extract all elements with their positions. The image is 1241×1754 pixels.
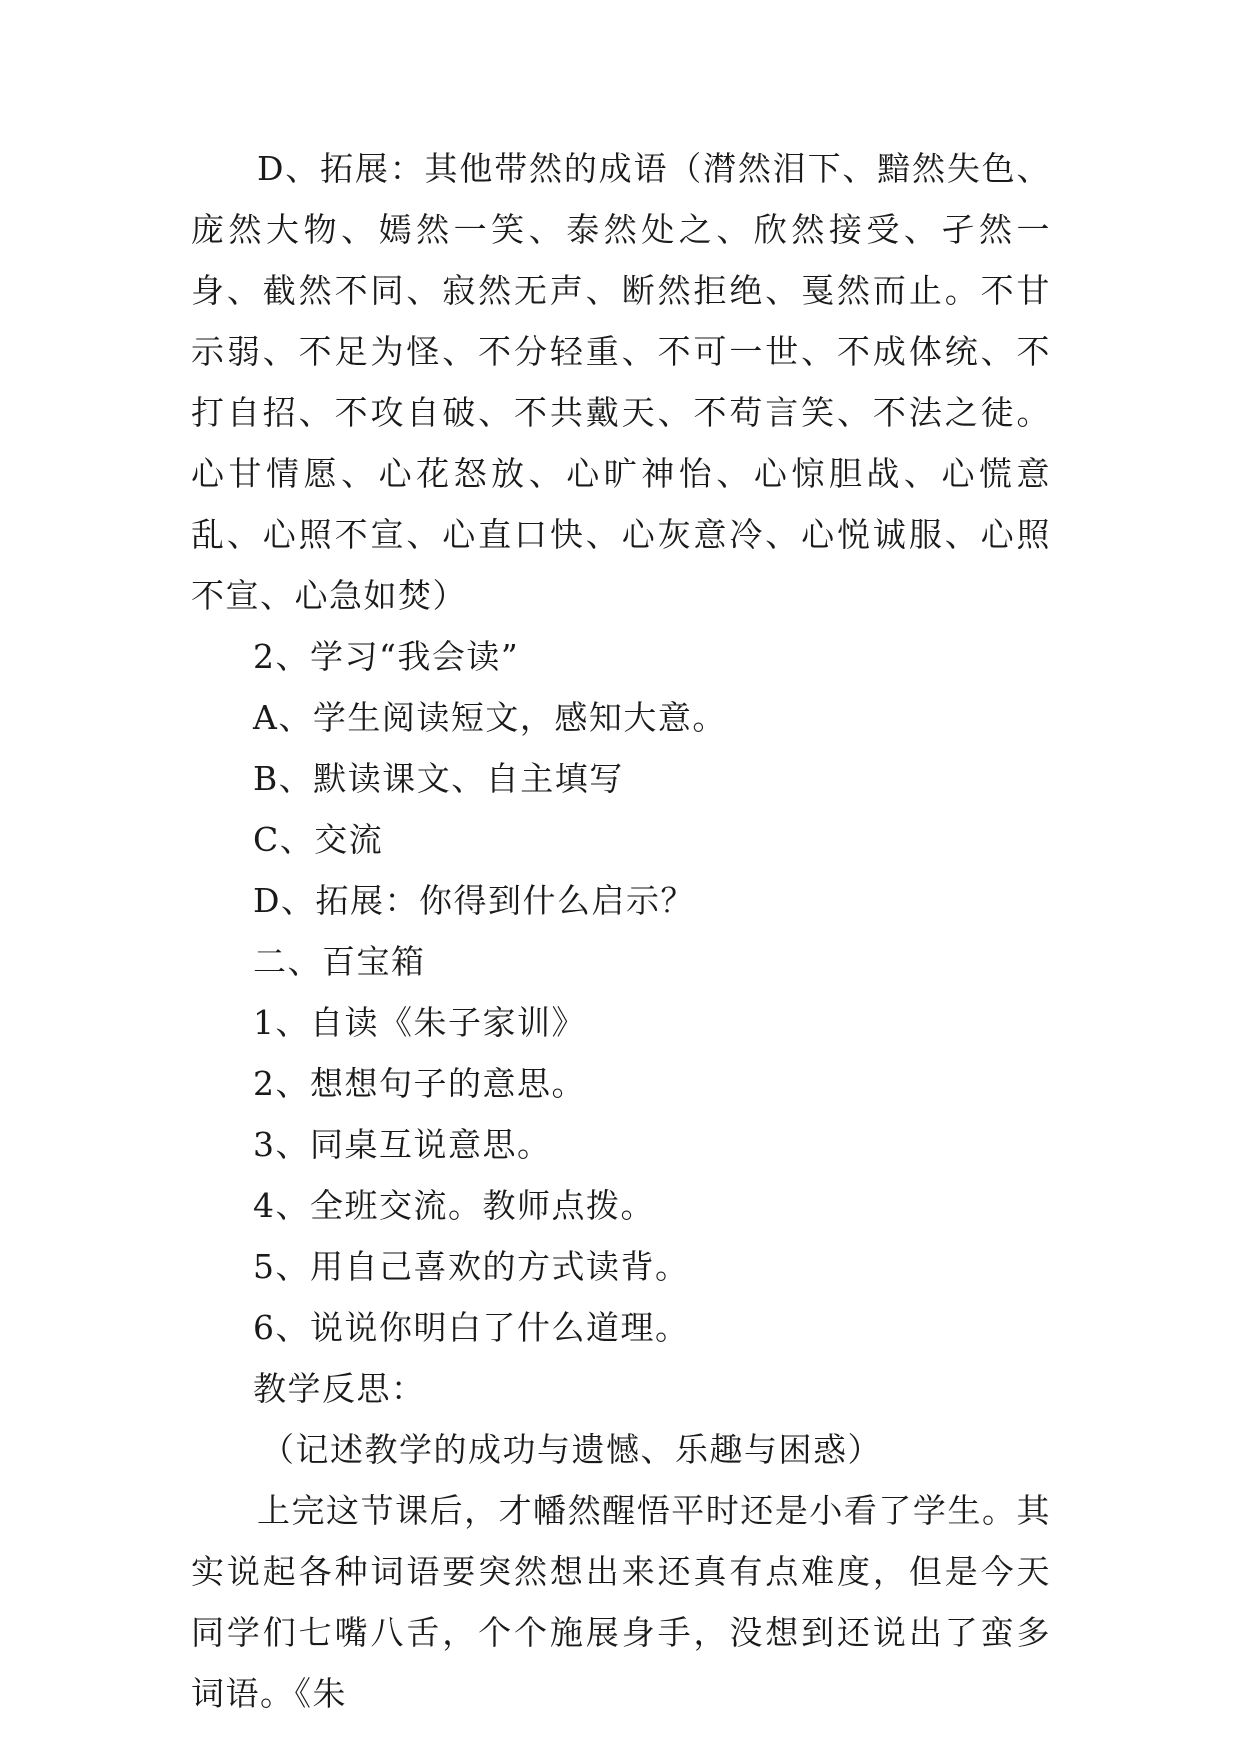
list-item: C、交流 — [253, 820, 384, 859]
list-item: 6、说说你明白了什么道理。 — [253, 1308, 690, 1347]
list-item: 5、用自己喜欢的方式读背。 — [253, 1247, 690, 1286]
document-body — [191, 138, 1051, 1724]
list-item: 2、学习“我会读” — [253, 637, 520, 676]
list-item: A、学生阅读短文，感知大意。 — [253, 698, 727, 737]
list-item: 1、自读《朱子家训》 — [253, 1003, 586, 1042]
section-heading: 二、百宝箱 — [253, 942, 426, 981]
extension-paragraph: D、拓展：其他带然的成语（潸然泪下、黯然失色、庞然大物、嫣然一笑、泰然处之、欣然接受、孑然一身、截然不同、寂然无声、断然拒绝、戛然而止。不甘示弱、不足为怪、不分轻重、不可一世、不成体统、不打自招、不攻自破、不共戴天、不苟言笑、不法之徒。心甘情愿、心花怒放、心旷神怡、心惊胆战、心慌意乱、心照不宣、心直口快、心灰意冷、心悦诚服、心照不宣、心急如焚） — [191, 149, 1051, 615]
reflection-paragraph: 上完这节课后，才幡然醒悟平时还是小看了学生。其实说起各种词语要突然想出来还真有点难度，但是今天同学们七嘴八舌，个个施展身手，没想到还说出了蛮多词语。《朱 — [191, 1491, 1051, 1713]
reflection-note: （记述教学的成功与遗憾、乐趣与困惑） — [261, 1430, 882, 1469]
list-item: D、拓展：你得到什么启示？ — [253, 881, 695, 920]
list-item: B、默读课文、自主填写 — [253, 759, 624, 798]
list-item: 2、想想句子的意思。 — [253, 1064, 586, 1103]
list-item: 4、全班交流。教师点拨。 — [253, 1186, 655, 1225]
section-heading: 教学反思： — [253, 1369, 426, 1408]
list-item: 3、同桌互说意思。 — [253, 1125, 552, 1164]
